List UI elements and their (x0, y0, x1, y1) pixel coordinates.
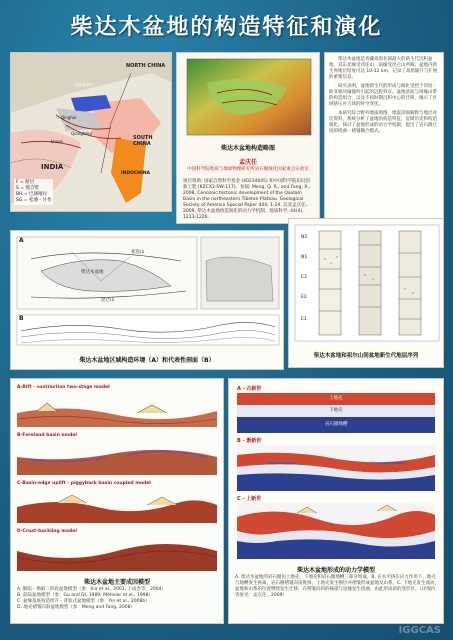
strat-caption: 柴达木盆地和祖尔山间盆地新生代地层序列 (313, 353, 419, 359)
models-references (17, 587, 219, 611)
model-reference: D. 地壳褶皱向斜盆地模型（参：Meng and Fang, 2008） (17, 605, 135, 610)
tectonic-setting-panel (10, 230, 284, 370)
setting-and-section-graphic (11, 231, 284, 351)
model-reference: C. 盆缘基底构造抬升 - 背驮式盆地模型（参：Yin et al., 2008b） (17, 599, 150, 604)
basin-models-panel (10, 378, 224, 624)
basin-relief-map (177, 53, 320, 141)
map-label-lhasa: Lhasa (51, 139, 63, 144)
legend-item: S = 缝合带 (16, 186, 39, 191)
dynamic-caption: 柴达木盆地形成的动力学模型 (296, 567, 375, 574)
basin-overview-panel (176, 52, 320, 224)
strat-unit-label: E2 (301, 295, 307, 300)
model-a-diagram (17, 393, 217, 427)
abstract-panel (324, 52, 444, 238)
poster-title: 柴达木盆地的构造特征和演化 (70, 15, 383, 40)
map-label-indochina: INDOCHINA (121, 171, 150, 176)
author-name: 孟庆任 (238, 159, 257, 166)
legend-item: SG = 松潘 - 甘孜 (16, 198, 52, 203)
stage-c-diagram (237, 503, 435, 559)
section-caption: 柴达木盆地区域构造环境（A）和代表性剖面（B） (79, 357, 215, 364)
layer-label-mantle: 岩石圈地幔 (325, 422, 348, 427)
map-label-qaidam: Qaidam (75, 83, 93, 88)
strat-unit-label: E3 (301, 275, 307, 280)
layer-label-lower-crust: 下地壳 (329, 408, 343, 413)
map-label-south-china: SOUTH CHINA (133, 135, 153, 147)
setting-label-kunlun: 昆仑山 (101, 298, 115, 303)
setting-label-qilian: 祁连山 (131, 250, 145, 255)
stratigraphic-columns (289, 219, 444, 347)
map-label-qinghai: Qinghai (61, 115, 77, 120)
legend-item: F = 断层 (16, 180, 35, 185)
stage-a-label: A - 古新世 (237, 386, 262, 392)
tectonic-map-panel (10, 52, 172, 212)
map-label-india: INDIA (41, 163, 64, 171)
model-reference: B. 前陆盆地模型（参：Gu and Di, 1989; Métivier et al., 1998） (17, 593, 153, 598)
strat-unit-label: N2 (301, 235, 308, 240)
citation-text: 项目资助: 国家自然科学基金 (40234045) 和中国科学院知识创新工程 (KZCX2-SW-117)。参阅: Meng, Q. R., and Fang, X., 2008, Cenozoic tectonic development of the Qaidam Basin in the northeastern Tibetan Plateau. Geological Society of America Special Paper 444, 1-24. 以及孟庆任, 2009, 柴达木盆地构造演化的动力学机制。地质科学, 44(4), 1213-1226. (183, 179, 311, 220)
model-d-title: D-Crust-buckling model (17, 529, 77, 534)
strat-unit-label: E1 (301, 317, 307, 322)
strat-unit-label: N1 (301, 255, 308, 260)
model-b-title: B-Foreland basin model (17, 433, 77, 438)
stage-b-label: B - 渐新世 (237, 438, 262, 444)
author-affiliation: 中国科学院地质与地球物理研究所岩石圈演化国家重点实验室 (187, 167, 309, 172)
dynamic-description: A. 柴达木盆地的岩石圈由上地壳、下地壳和岩石圈地幔三部分组成。B. 在水平挤压应力作用下，地壳与地幔发生拆离，岩石圈褶皱向南推挤，上地壳发生断层并褶皱形成盆地及山系。C. 下地壳发生流动，盆地和山系的位置继续发生迁移，在褶皱向斜的核部与边缘发生挠曲，由此形成新的变形区。（详细内容参见：孟庆任，2009） (235, 575, 439, 598)
stage-b-diagram (237, 445, 435, 491)
map-legend (14, 179, 53, 205)
models-caption: 柴达木盆地主要成因模型 (83, 579, 150, 586)
model-d-diagram (17, 537, 217, 571)
abstract-paragraph-1: 柴达木盆地是青藏高原北部最大的新生代沉积盆地，其东北缘受祁连山、南缘受昆仑山所限。盆地内新生界地层厚度可达 10-12 km，记录了高原隆升与扩展的重要信息。 (329, 57, 438, 80)
model-reference: A. 断陷 - 拗陷二阶段盆地模型（参：Xia et al., 2001; 王成善等，2004） (17, 587, 166, 592)
layer-label-upper-crust: 上地壳 (329, 396, 343, 401)
section-label-b: B (19, 315, 24, 322)
abstract-paragraph-3: 本研究综合野外地质填图、地震剖面解释与地层对比资料，系统分析了盆地的构造特征、沉降历史和构造演化，探讨了盆地形成的动力学机制，提出了岩石圈尺度的挠曲 - 褶皱耦合模式。 (329, 111, 437, 134)
map-label-north-china: NORTH CHINA (126, 63, 166, 69)
model-c-title: C-Basin-edge uplift - piggyback basin coupled model (17, 481, 151, 486)
model-a-title: A-Rift - contraction two-stage model (17, 385, 110, 390)
map-label-qiangtang: Qiangtang (71, 131, 92, 136)
dynamic-model-panel (228, 378, 444, 624)
setting-label-basin: 柴达木盆地 (81, 270, 104, 275)
model-b-diagram (17, 441, 217, 475)
stage-c-label: C - 上新世 (237, 496, 262, 502)
model-c-diagram (17, 489, 217, 523)
watermark-logo: IGGCAS (398, 625, 441, 636)
abstract-paragraph-2: 研究表明，盆地新生代的形成与演化受控于印度 - 欧亚板块碰撞所引起的远程效应。盆地基底与周缘山系的构造组合，以及不同时期沉积中心的迁移，揭示了区域挤压应力场的时空变化。 (329, 84, 437, 107)
basin-map-caption: 柴达木盆地构造略图 (220, 145, 275, 152)
stratigraphy-panel (288, 218, 444, 368)
legend-item: BH = 巴颜喀拉 (16, 192, 48, 197)
section-label-a: A (19, 237, 24, 244)
